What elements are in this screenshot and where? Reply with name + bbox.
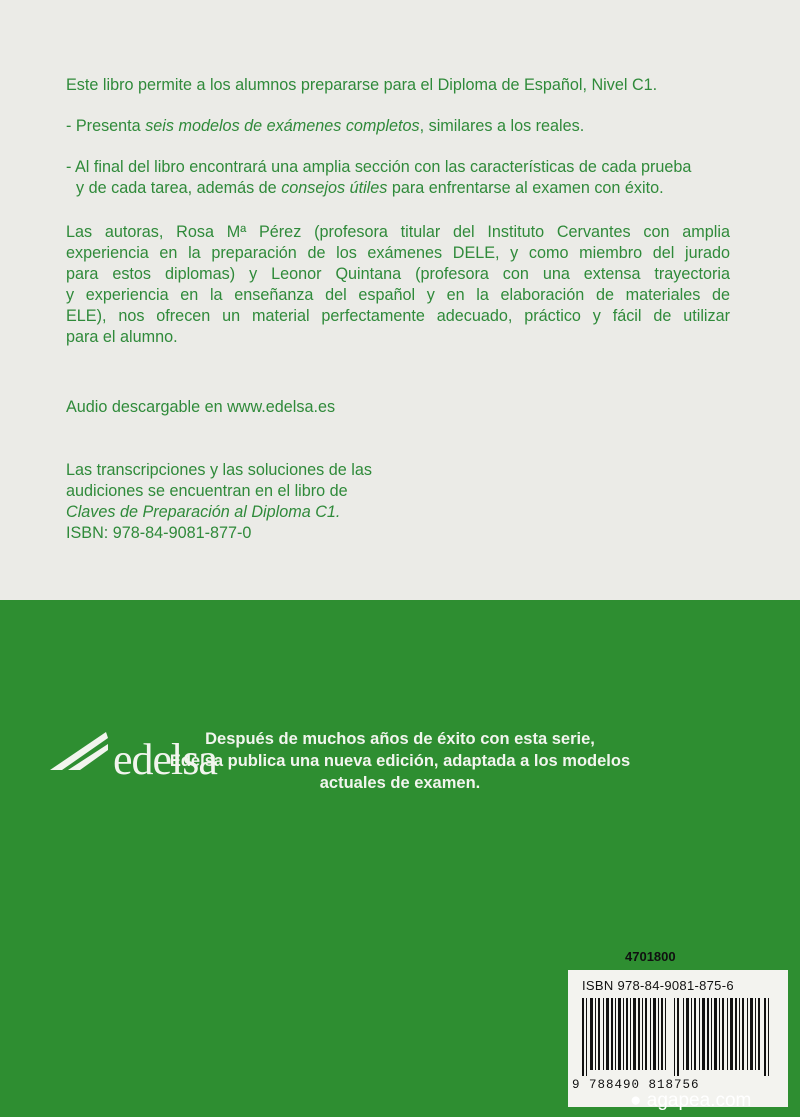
bullet-six-exams [66, 116, 584, 137]
bullet1-pre: - Presenta [66, 117, 146, 135]
barcode-digits: 9 788490 818756 [572, 1078, 700, 1092]
intro-text: Este libro permite a los alumnos prepararse para el Diploma de Español, Nivel C1. [66, 76, 658, 94]
bullet1-emphasis: seis modelos de exámenes completos [145, 117, 420, 135]
bullet-section-line1: - Al final del libro encontrará una amplia sección con las características de cada prueba [66, 158, 692, 176]
barcode-icon [582, 998, 776, 1076]
isbn-text: ISBN 978-84-9081-875-6 [582, 978, 734, 993]
slogan [150, 728, 650, 794]
edelsa-logo-icon [48, 726, 110, 774]
audio-download-text: Audio descargable en www.edelsa.es [66, 398, 336, 416]
green-band [0, 600, 800, 1117]
slogan-line-1: Después de muchos años de éxito con esta serie, [205, 730, 595, 748]
authors-line-2: experiencia en la preparación de los exámenes DELE, y como miembro del jurado [66, 244, 730, 262]
authors-line-5: ELE), nos ofrecen un material perfectamente adecuado, práctico y fácil de utilizar [66, 307, 730, 325]
authors-line-6: para el alumno. [66, 328, 178, 346]
watermark-dot-icon: ● [630, 1090, 642, 1111]
bullet2-pre: y de cada tarea, además de [76, 179, 282, 197]
bullet1-post: , similares a los reales. [419, 117, 585, 135]
watermark [630, 1090, 751, 1112]
transcripts-line-2: audiciones se encuentran en el libro de [66, 482, 348, 500]
transcripts-line-1: Las transcripciones y las soluciones de las [66, 461, 372, 479]
bullet-section-line2 [76, 178, 664, 199]
barcode-label [568, 970, 788, 1107]
authors-line-1: Las autoras, Rosa Mª Pérez (profesora titular del Instituto Cervantes con amplia [66, 223, 730, 241]
authors-line-4: y experiencia en la enseñanza del español y en la elaboración de materiales de [66, 286, 730, 304]
slogan-line-3: actuales de examen. [319, 774, 481, 792]
product-code: 4701800 [625, 949, 676, 964]
transcripts-book-title: Claves de Preparación al Diploma C1. [66, 503, 341, 521]
publisher-logo-text: edelsa [113, 735, 217, 784]
watermark-text: agapea.com [646, 1090, 752, 1111]
transcripts-isbn: ISBN: 978-84-9081-877-0 [66, 524, 252, 542]
bullet2-post: para enfrentarse al examen con éxito. [387, 179, 664, 197]
bullet2-emphasis: consejos útiles [281, 179, 388, 197]
slogan-line-2: Edelsa publica una nueva edición, adaptada a los modelos [169, 752, 631, 770]
authors-line-3: para estos diplomas) y Leonor Quintana (profesora con una extensa trayectoria [66, 265, 730, 283]
